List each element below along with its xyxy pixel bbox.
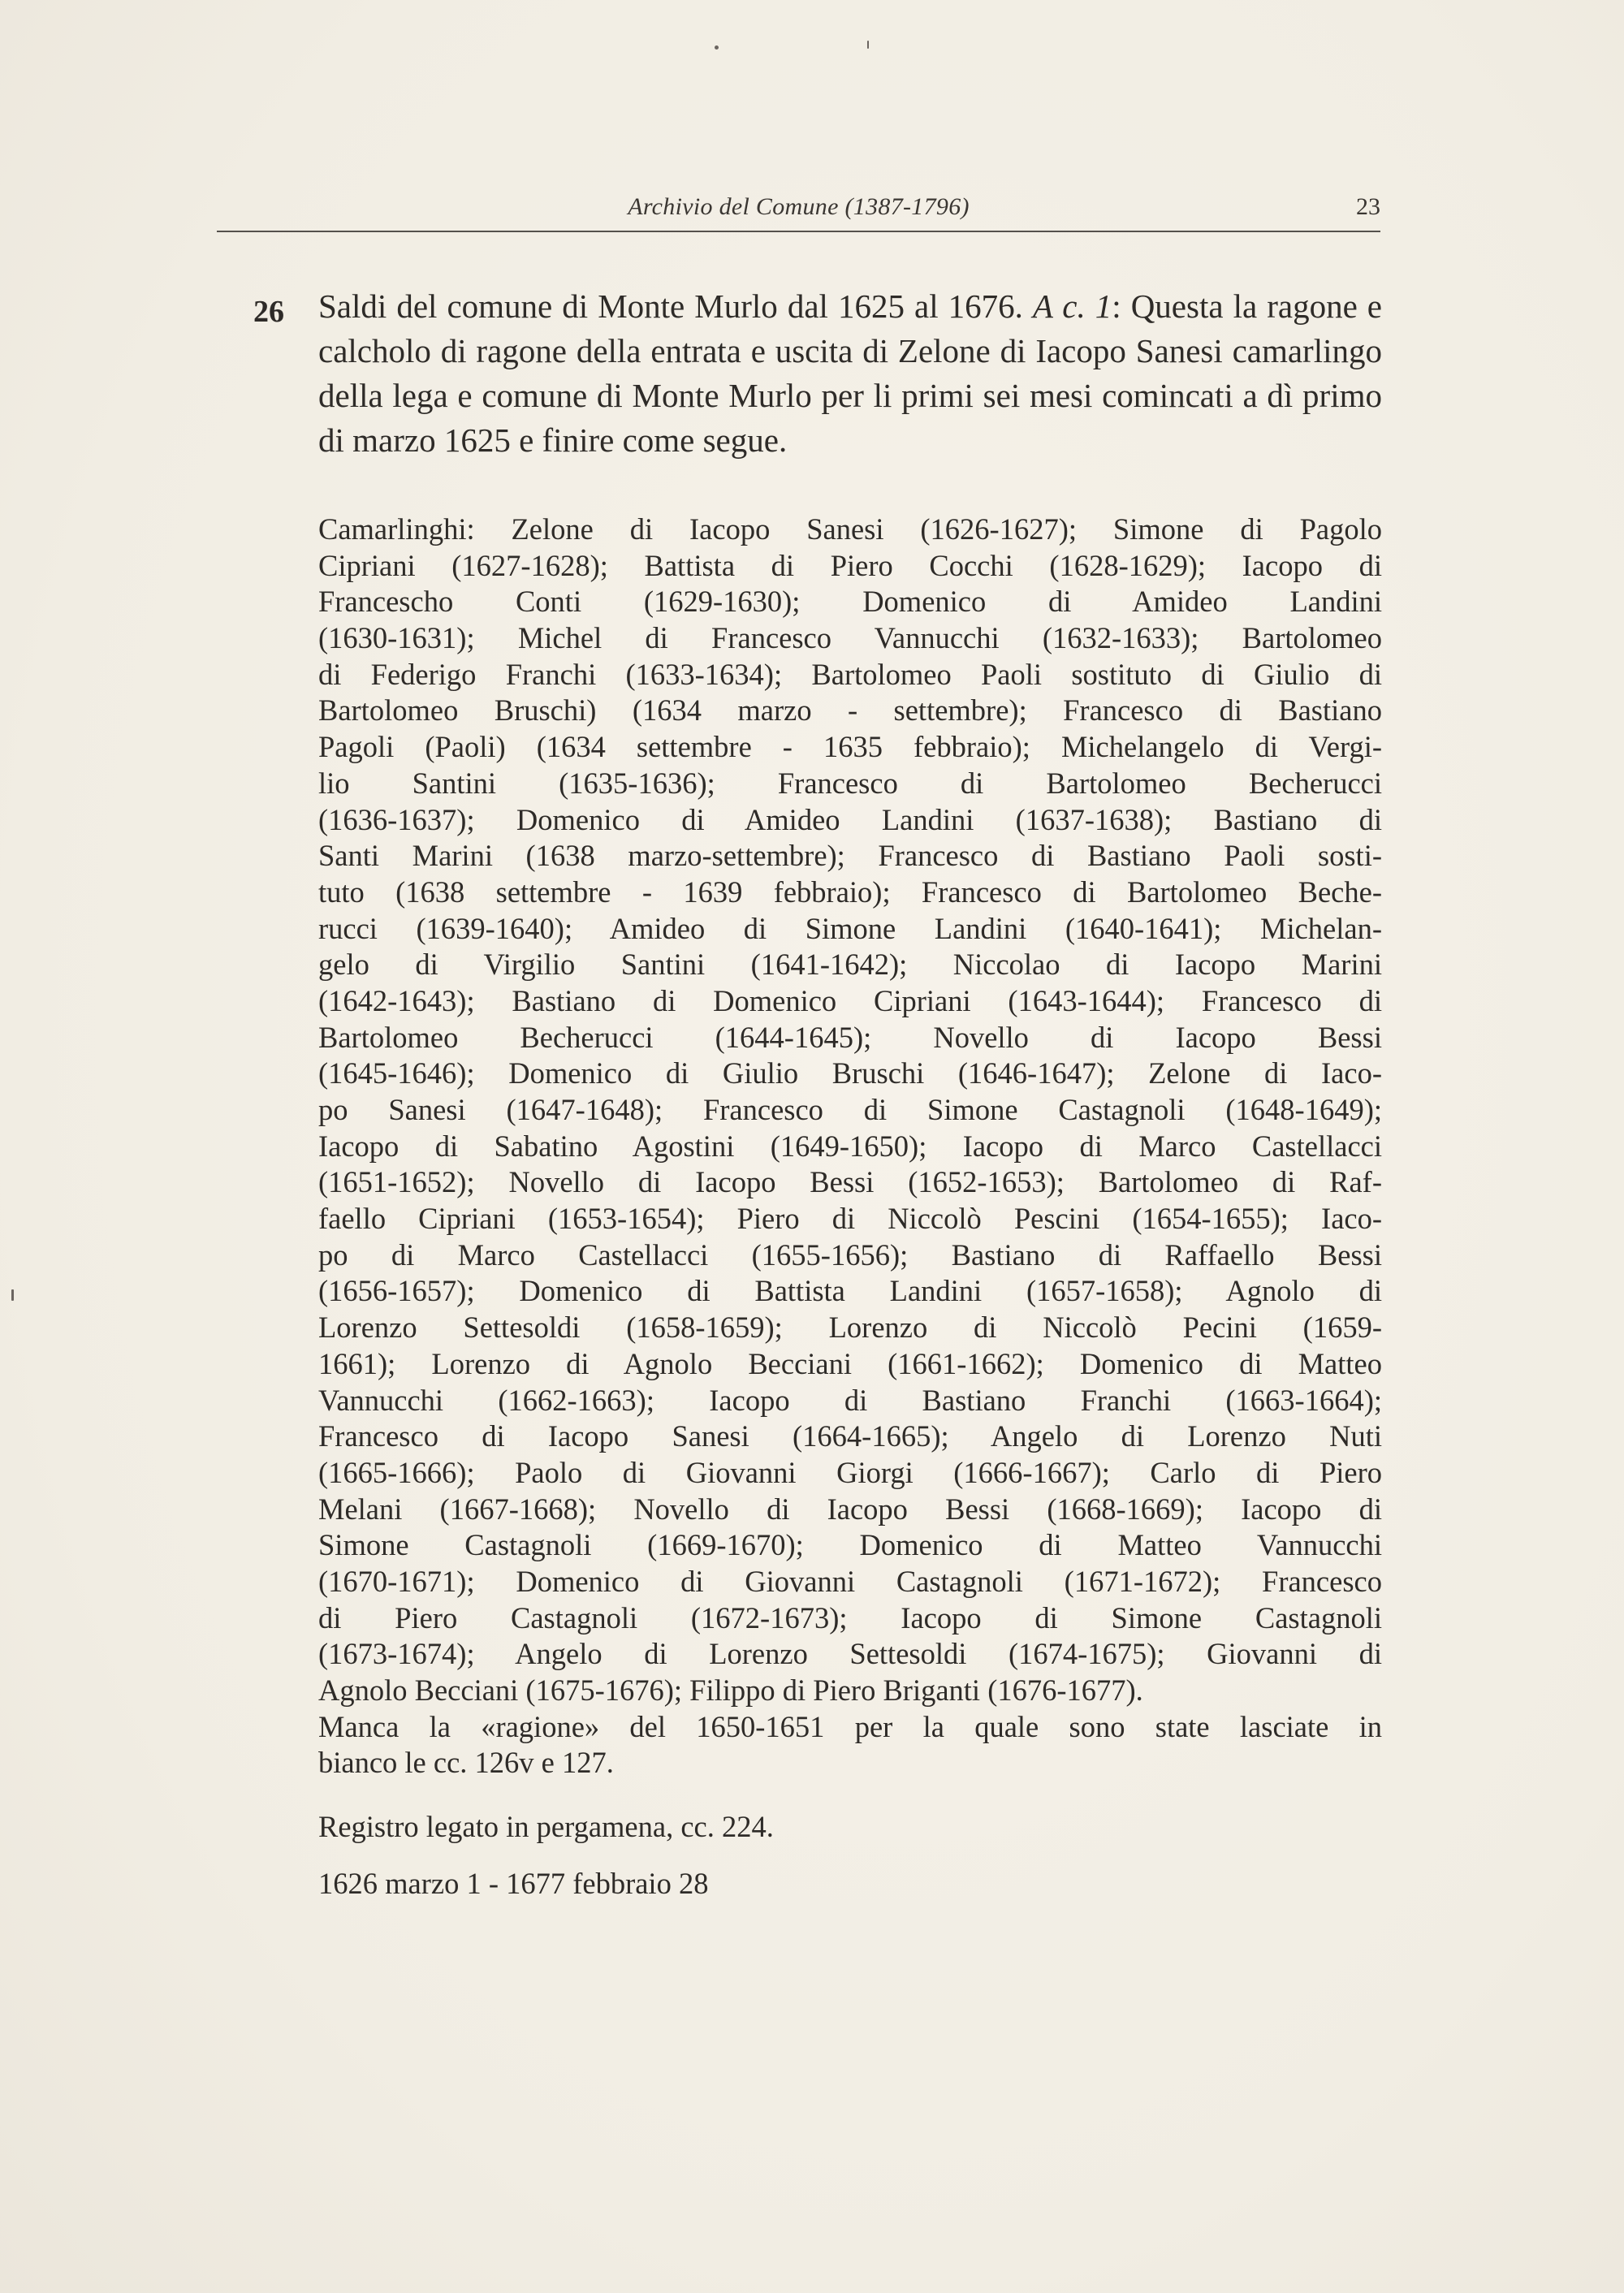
- date-range: 1626 marzo 1 - 1677 febbraio 28: [318, 1867, 709, 1900]
- binding-note: Registro legato in pergamena, cc. 224.: [318, 1810, 774, 1843]
- body-line: Bartolomeo Becherucci (1644-1645); Novello di Iacopo Bessi: [318, 1020, 1382, 1054]
- body-line: gelo di Virgilio Santini (1641-1642); Niccolao di Iacopo Marini: [318, 948, 1382, 982]
- body-line: rucci (1639-1640); Amideo di Simone Landini (1640-1641); Michelan-: [318, 911, 1382, 945]
- body-line: lio Santini (1635-1636); Francesco di Bartolomeo Becherucci: [318, 766, 1382, 800]
- body-line: Agnolo Becciani (1675-1676); Filippo di Piero Briganti (1676-1677).: [318, 1673, 1143, 1707]
- body-line: Vannucchi (1662-1663); Iacopo di Bastiano Franchi (1663-1664);: [318, 1383, 1382, 1417]
- body-line: tuto (1638 settembre - 1639 febbraio); Francesco di Bartolomeo Beche-: [318, 874, 1382, 909]
- body-line: di Federigo Franchi (1633-1634); Bartolomeo Paoli sostituto di Giulio di: [318, 657, 1382, 691]
- body-line: (1651-1652); Novello di Iacopo Bessi (1652-1653); Bartolomeo di Raf-: [318, 1165, 1382, 1199]
- body-line: Lorenzo Settesoldi (1658-1659); Lorenzo di Niccolò Pecini (1659-: [318, 1311, 1382, 1345]
- body-line: Manca la «ragione» del 1650-1651 per la quale sono state lasciate in: [318, 1709, 1382, 1743]
- page-number: 23: [1356, 193, 1380, 220]
- body-line: (1645-1646); Domenico di Giulio Bruschi (1646-1647); Zelone di Iaco-: [318, 1056, 1382, 1090]
- body-line: (1656-1657); Domenico di Battista Landini (1657-1658); Agnolo di: [318, 1274, 1382, 1308]
- body-line: Santi Marini (1638 marzo-settembre); Francesco di Bastiano Paoli sosti-: [318, 839, 1382, 873]
- body-line: 1661); Lorenzo di Agnolo Becciani (1661-1662); Domenico di Matteo: [318, 1346, 1382, 1380]
- body-line: (1670-1671); Domenico di Giovanni Castagnoli (1671-1672); Francesco: [318, 1564, 1382, 1598]
- body-line: Bartolomeo Bruschi) (1634 marzo - settembre); Francesco di Bastiano: [318, 693, 1382, 728]
- entry-title-italic: A c. 1: [1032, 287, 1112, 325]
- body-line: po Sanesi (1647-1648); Francesco di Simone Castagnoli (1648-1649);: [318, 1093, 1382, 1126]
- paper-speck: [867, 41, 869, 49]
- body-line: Pagoli (Paoli) (1634 settembre - 1635 febbraio); Michelangelo di Vergi-: [318, 730, 1382, 764]
- body-line: Camarlinghi: Zelone di Iacopo Sanesi (1626-1627); Simone di Pagolo: [318, 512, 1382, 546]
- body-line: (1673-1674); Angelo di Lorenzo Settesoldi (1674-1675); Giovanni di: [318, 1637, 1382, 1671]
- body-line: Simone Castagnoli (1669-1670); Domenico di Matteo Vannucchi: [318, 1528, 1382, 1562]
- body-line: Iacopo di Sabatino Agostini (1649-1650); Iacopo di Marco Castellacci: [318, 1129, 1382, 1163]
- body-line: Francescho Conti (1629-1630); Domenico di Amideo Landini: [318, 585, 1382, 619]
- entry-body: [318, 512, 1382, 1781]
- paper-speck: [715, 45, 719, 50]
- body-line: Francesco di Iacopo Sanesi (1664-1665); Angelo di Lorenzo Nuti: [318, 1419, 1382, 1453]
- body-line: (1642-1643); Bastiano di Domenico Cipriani (1643-1644); Francesco di: [318, 983, 1382, 1017]
- entry-title-part2: : Questa la ragone e calcholo di ragone della entrata e uscita di Zelone di Iacopo Sanesi camarlingo della lega e comune di Monte Murlo per li primi sei mesi comincati a dì primo di marzo 1625 e finire come segue.: [318, 287, 1382, 459]
- running-header: [217, 193, 1380, 232]
- entry-title: [318, 284, 1382, 463]
- body-line: (1630-1631); Michel di Francesco Vannucchi (1632-1633); Bartolomeo: [318, 621, 1382, 655]
- body-line: po di Marco Castellacci (1655-1656); Bastiano di Raffaello Bessi: [318, 1237, 1382, 1272]
- running-title: Archivio del Comune (1387-1796): [628, 193, 970, 220]
- body-line: (1636-1637); Domenico di Amideo Landini (1637-1638); Bastiano di: [318, 802, 1382, 836]
- entry-number: 26: [253, 295, 284, 329]
- body-line: Cipriani (1627-1628); Battista di Piero Cocchi (1628-1629); Iacopo di: [318, 548, 1382, 582]
- body-line: bianco le cc. 126v e 127.: [318, 1746, 614, 1780]
- paper-speck: [11, 1289, 14, 1301]
- body-line: di Piero Castagnoli (1672-1673); Iacopo di Simone Castagnoli: [318, 1600, 1382, 1634]
- body-line: Melani (1667-1668); Novello di Iacopo Bessi (1668-1669); Iacopo di: [318, 1492, 1382, 1526]
- body-line: (1665-1666); Paolo di Giovanni Giorgi (1666-1667); Carlo di Piero: [318, 1455, 1382, 1489]
- body-line: faello Cipriani (1653-1654); Piero di Niccolò Pescini (1654-1655); Iaco-: [318, 1202, 1382, 1236]
- entry-title-part1: Saldi del comune di Monte Murlo dal 1625 al 1676.: [318, 287, 1033, 325]
